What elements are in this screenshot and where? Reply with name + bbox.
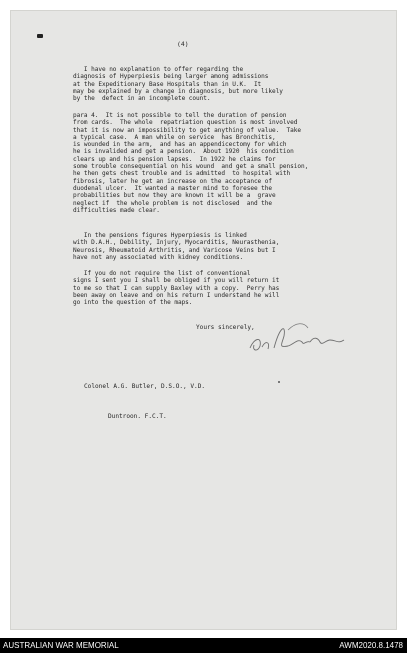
- page-number: (4): [177, 40, 189, 48]
- footer-bar: [0, 638, 407, 653]
- addressee-location: Duntroon. F.C.T.: [108, 413, 167, 420]
- paragraph-pensions-figures: In the pensions figures Hyperpiesis is linked with D.A.H., Debility, Injury, Myocarditis, Neurasthenia, Neurosis, Rheumatoid Arthritis, and Varicose Veins but I have not any associated with kidney conditions.: [73, 232, 280, 261]
- footer-institution: AUSTRALIAN WAR MEMORIAL: [3, 641, 119, 650]
- addressee-block: [84, 362, 205, 432]
- ink-mark: [278, 381, 280, 383]
- punch-hole-mark: [37, 34, 43, 38]
- closing-salutation: Yours sincerely,: [196, 324, 255, 331]
- handwritten-signature: [244, 318, 354, 358]
- paragraph-conventional-signs: If you do not require the list of conventional signs I sent you I shall be obliged if you will return it to me so that I can supply Baxley with a copy. Perry has been away on leave and on his return I understand he will go into the question of the maps.: [73, 270, 280, 307]
- footer-accession-number: AWM2020.8.1478: [339, 641, 403, 650]
- paragraph-pension-duration: para 4. It is not possible to tell the duration of pension from cards. The whole repatriation question is most involved that it is now an impossibility to get anything of value. Take a typical case. A man while on service has Bronchitis, is wounded in the arm, and has an appendicectomy for which he is invalided and get a pension. About 1920 his condition clears up and his pension lapses. In 1922 he claims for some trouble consequential on his wound and get a small pension, he then gets chest trouble and is admitted to hospital with fibrosis, later he get an increase on the acceptance of duodenal ulcer. It wanted a master mind to foresee the probabilities but now they are known it will be a grave neglect if the whole problem is not disclosed and the difficulties made clear.: [73, 112, 309, 214]
- paragraph-hyperpiesis-diagnosis: I have no explanation to offer regarding the diagnosis of Hyperpiesis being larger among admissions at the Expeditionary Base Hospitals than in U.K. It may be explained by a change in diagnosis, but more likely by the defect in an incomplete count.: [73, 66, 283, 103]
- addressee-name: Colonel A.G. Butler, D.S.O., V.D.: [84, 383, 206, 390]
